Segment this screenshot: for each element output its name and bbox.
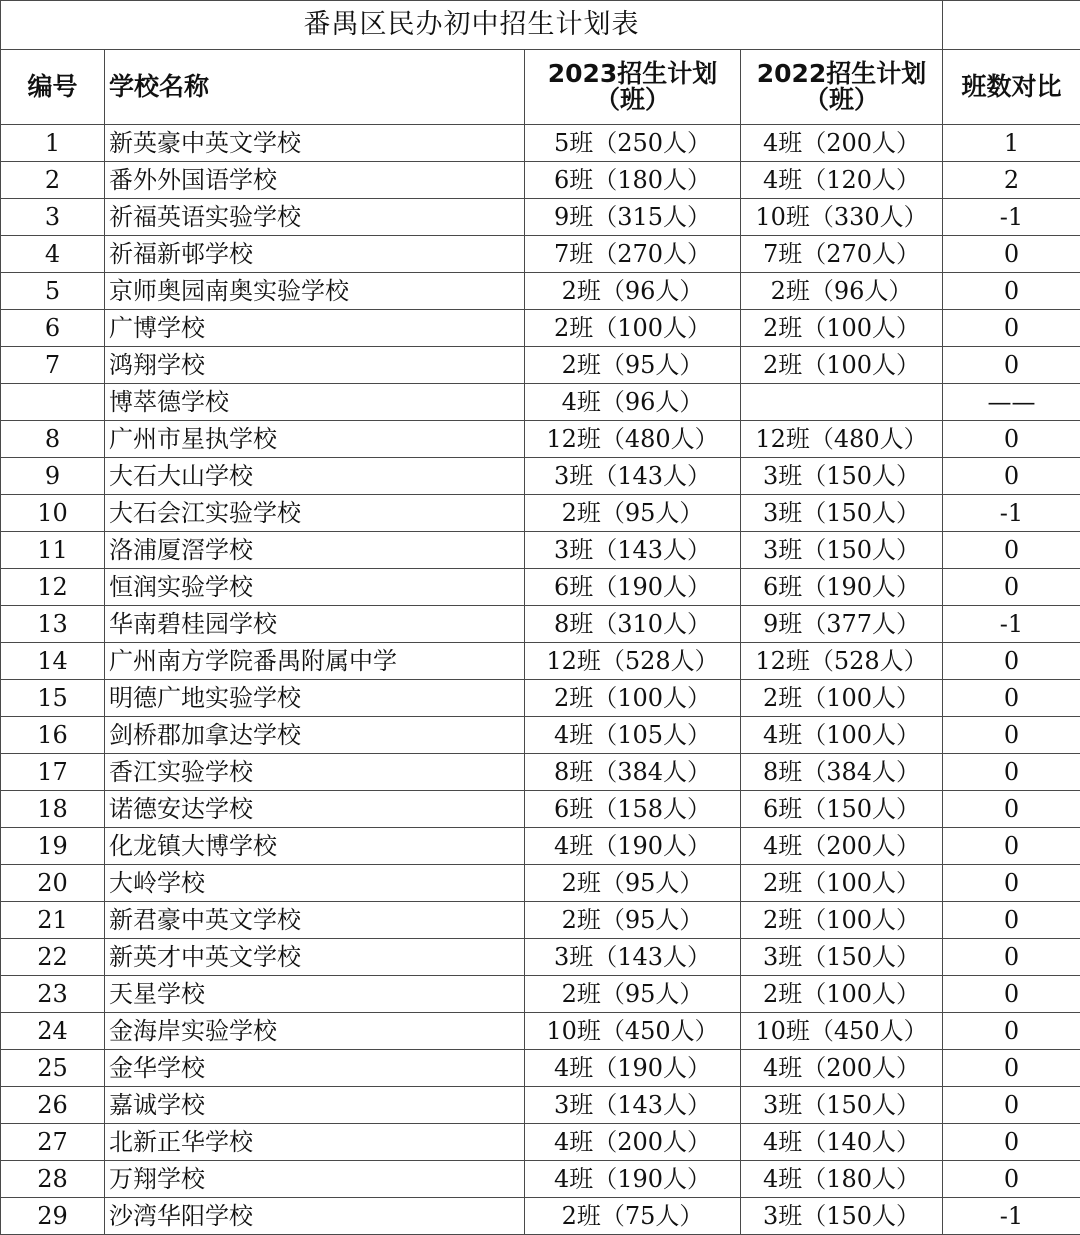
cell-plan-2022 [741,384,943,421]
cell-plan-2022: 4班（180人） [741,1161,943,1198]
cell-plan-2022: 12班（528人） [741,643,943,680]
cell-number: 17 [1,754,105,791]
table-row [1,310,1080,347]
cell-class-diff: 0 [943,273,1080,310]
cell-plan-2023: 9班（315人） [525,199,741,236]
cell-class-diff: 1 [943,125,1080,162]
cell-number: 23 [1,976,105,1013]
cell-plan-2022: 3班（150人） [741,939,943,976]
cell-plan-2022: 4班（200人） [741,828,943,865]
cell-plan-2022: 9班（377人） [741,606,943,643]
cell-class-diff: 0 [943,1050,1080,1087]
cell-school-name: 天星学校 [105,976,525,1013]
cell-school-name: 博萃德学校 [105,384,525,421]
cell-number: 24 [1,1013,105,1050]
cell-school-name: 化龙镇大博学校 [105,828,525,865]
cell-number: 4 [1,236,105,273]
cell-number: 3 [1,199,105,236]
cell-class-diff: 0 [943,310,1080,347]
cell-plan-2023: 6班（180人） [525,162,741,199]
table-row [1,1013,1080,1050]
cell-school-name: 大石大山学校 [105,458,525,495]
cell-number: 8 [1,421,105,458]
table-row [1,273,1080,310]
cell-school-name: 恒润实验学校 [105,569,525,606]
table-row [1,1198,1080,1235]
table-row [1,717,1080,754]
cell-plan-2022: 2班（100人） [741,347,943,384]
cell-plan-2022: 3班（150人） [741,1198,943,1235]
cell-plan-2022: 2班（100人） [741,310,943,347]
cell-plan-2022: 10班（450人） [741,1013,943,1050]
cell-plan-2022: 2班（100人） [741,902,943,939]
cell-class-diff: 0 [943,976,1080,1013]
cell-plan-2023: 2班（75人） [525,1198,741,1235]
cell-plan-2022: 3班（150人） [741,1087,943,1124]
table-row [1,791,1080,828]
cell-plan-2022: 8班（384人） [741,754,943,791]
cell-class-diff: 0 [943,532,1080,569]
cell-plan-2022: 6班（190人） [741,569,943,606]
cell-school-name: 广州市星执学校 [105,421,525,458]
cell-plan-2022: 2班（96人） [741,273,943,310]
table-row [1,421,1080,458]
table-row [1,1161,1080,1198]
cell-class-diff: 0 [943,569,1080,606]
cell-school-name: 万翔学校 [105,1161,525,1198]
cell-plan-2022: 4班（200人） [741,125,943,162]
table-row [1,1124,1080,1161]
table-row [1,162,1080,199]
header-number: 编号 [1,50,105,125]
cell-plan-2022: 3班（150人） [741,458,943,495]
cell-class-diff: 0 [943,754,1080,791]
cell-class-diff: 0 [943,902,1080,939]
header-plan-2023-line1: 2023招生计划 [525,61,740,87]
table-row [1,939,1080,976]
cell-plan-2022: 4班（140人） [741,1124,943,1161]
header-plan-2023-line2: （班） [525,87,740,113]
cell-number: 28 [1,1161,105,1198]
cell-class-diff: 0 [943,1124,1080,1161]
cell-school-name: 广州南方学院番禺附属中学 [105,643,525,680]
cell-class-diff: 0 [943,828,1080,865]
cell-number: 19 [1,828,105,865]
cell-plan-2023: 3班（143人） [525,458,741,495]
cell-plan-2022: 2班（100人） [741,865,943,902]
cell-number: 25 [1,1050,105,1087]
cell-class-diff: 0 [943,939,1080,976]
table-row [1,532,1080,569]
cell-plan-2023: 2班（100人） [525,310,741,347]
cell-school-name: 大石会江实验学校 [105,495,525,532]
cell-school-name: 新英才中英文学校 [105,939,525,976]
table-row [1,1087,1080,1124]
cell-school-name: 京师奥园南奥实验学校 [105,273,525,310]
cell-number: 14 [1,643,105,680]
cell-plan-2023: 3班（143人） [525,939,741,976]
table-row [1,754,1080,791]
cell-plan-2023: 10班（450人） [525,1013,741,1050]
cell-school-name: 大岭学校 [105,865,525,902]
cell-class-diff: -1 [943,495,1080,532]
cell-school-name: 新英豪中英文学校 [105,125,525,162]
cell-plan-2023: 4班（96人） [525,384,741,421]
table-row [1,199,1080,236]
cell-number: 26 [1,1087,105,1124]
cell-plan-2022: 7班（270人） [741,236,943,273]
cell-school-name: 广博学校 [105,310,525,347]
cell-plan-2023: 4班（190人） [525,1050,741,1087]
cell-plan-2023: 5班（250人） [525,125,741,162]
cell-plan-2022: 10班（330人） [741,199,943,236]
cell-school-name: 金华学校 [105,1050,525,1087]
cell-plan-2022: 2班（100人） [741,680,943,717]
cell-number: 2 [1,162,105,199]
title-row [1,1,1080,50]
table-row [1,125,1080,162]
cell-number: 11 [1,532,105,569]
cell-plan-2023: 2班（95人） [525,495,741,532]
cell-plan-2022: 12班（480人） [741,421,943,458]
cell-school-name: 剑桥郡加拿达学校 [105,717,525,754]
cell-plan-2023: 3班（143人） [525,532,741,569]
cell-plan-2023: 6班（190人） [525,569,741,606]
cell-number: 13 [1,606,105,643]
header-class-diff: 班数对比 [943,50,1080,125]
table-row [1,865,1080,902]
cell-school-name: 沙湾华阳学校 [105,1198,525,1235]
table-row [1,606,1080,643]
cell-number: 7 [1,347,105,384]
cell-number: 21 [1,902,105,939]
cell-plan-2023: 7班（270人） [525,236,741,273]
cell-school-name: 香江实验学校 [105,754,525,791]
header-plan-2023 [525,50,741,125]
cell-class-diff: 0 [943,1161,1080,1198]
cell-plan-2022: 4班（120人） [741,162,943,199]
table-row [1,495,1080,532]
cell-plan-2023: 4班（190人） [525,1161,741,1198]
header-plan-2022 [741,50,943,125]
cell-school-name: 诺德安达学校 [105,791,525,828]
table-row [1,384,1080,421]
table-row [1,347,1080,384]
cell-plan-2022: 3班（150人） [741,495,943,532]
table-row [1,1050,1080,1087]
cell-plan-2023: 6班（158人） [525,791,741,828]
cell-class-diff: -1 [943,199,1080,236]
cell-school-name: 番外外国语学校 [105,162,525,199]
cell-class-diff: 0 [943,1087,1080,1124]
cell-school-name: 嘉诚学校 [105,1087,525,1124]
cell-number: 9 [1,458,105,495]
cell-number: 27 [1,1124,105,1161]
cell-plan-2023: 2班（95人） [525,865,741,902]
cell-number: 12 [1,569,105,606]
cell-number: 1 [1,125,105,162]
cell-number: 29 [1,1198,105,1235]
table-row [1,569,1080,606]
cell-plan-2023: 2班（95人） [525,902,741,939]
table-row [1,643,1080,680]
table-row [1,976,1080,1013]
cell-school-name: 明德广地实验学校 [105,680,525,717]
cell-plan-2022: 4班（200人） [741,1050,943,1087]
cell-number: 6 [1,310,105,347]
cell-number [1,384,105,421]
cell-plan-2023: 4班（200人） [525,1124,741,1161]
cell-class-diff: 0 [943,347,1080,384]
cell-class-diff: 0 [943,680,1080,717]
cell-school-name: 祈福英语实验学校 [105,199,525,236]
table-row [1,680,1080,717]
cell-plan-2023: 2班（100人） [525,680,741,717]
cell-class-diff: 0 [943,236,1080,273]
table-row [1,236,1080,273]
cell-number: 10 [1,495,105,532]
cell-plan-2023: 8班（310人） [525,606,741,643]
cell-number: 15 [1,680,105,717]
cell-plan-2023: 4班（190人） [525,828,741,865]
cell-school-name: 北新正华学校 [105,1124,525,1161]
cell-plan-2023: 3班（143人） [525,1087,741,1124]
cell-plan-2023: 12班（480人） [525,421,741,458]
header-plan-2022-line2: （班） [741,87,942,113]
table-row [1,458,1080,495]
cell-plan-2023: 2班（95人） [525,347,741,384]
cell-plan-2023: 4班（105人） [525,717,741,754]
cell-school-name: 新君豪中英文学校 [105,902,525,939]
cell-plan-2023: 12班（528人） [525,643,741,680]
cell-plan-2023: 2班（96人） [525,273,741,310]
cell-school-name: 华南碧桂园学校 [105,606,525,643]
cell-plan-2022: 6班（150人） [741,791,943,828]
cell-plan-2022: 3班（150人） [741,532,943,569]
cell-plan-2022: 2班（100人） [741,976,943,1013]
cell-class-diff: 0 [943,865,1080,902]
header-school-name: 学校名称 [105,50,525,125]
cell-class-diff: —— [943,384,1080,421]
cell-class-diff: 2 [943,162,1080,199]
cell-class-diff: 0 [943,791,1080,828]
table-row [1,828,1080,865]
cell-number: 18 [1,791,105,828]
header-row [1,50,1080,125]
cell-class-diff: 0 [943,421,1080,458]
cell-class-diff: 0 [943,458,1080,495]
cell-class-diff: -1 [943,606,1080,643]
table-row [1,902,1080,939]
cell-plan-2022: 4班（100人） [741,717,943,754]
cell-class-diff: 0 [943,717,1080,754]
cell-school-name: 金海岸实验学校 [105,1013,525,1050]
cell-number: 20 [1,865,105,902]
cell-school-name: 祈福新邨学校 [105,236,525,273]
cell-school-name: 鸿翔学校 [105,347,525,384]
cell-class-diff: 0 [943,643,1080,680]
cell-class-diff: 0 [943,1013,1080,1050]
cell-school-name: 洛浦厦滘学校 [105,532,525,569]
header-plan-2022-line1: 2022招生计划 [741,61,942,87]
title-empty-cell [943,1,1080,50]
cell-number: 22 [1,939,105,976]
cell-class-diff: -1 [943,1198,1080,1235]
cell-number: 5 [1,273,105,310]
cell-plan-2023: 2班（95人） [525,976,741,1013]
table-title: 番禺区民办初中招生计划表 [1,1,943,50]
cell-number: 16 [1,717,105,754]
cell-plan-2023: 8班（384人） [525,754,741,791]
